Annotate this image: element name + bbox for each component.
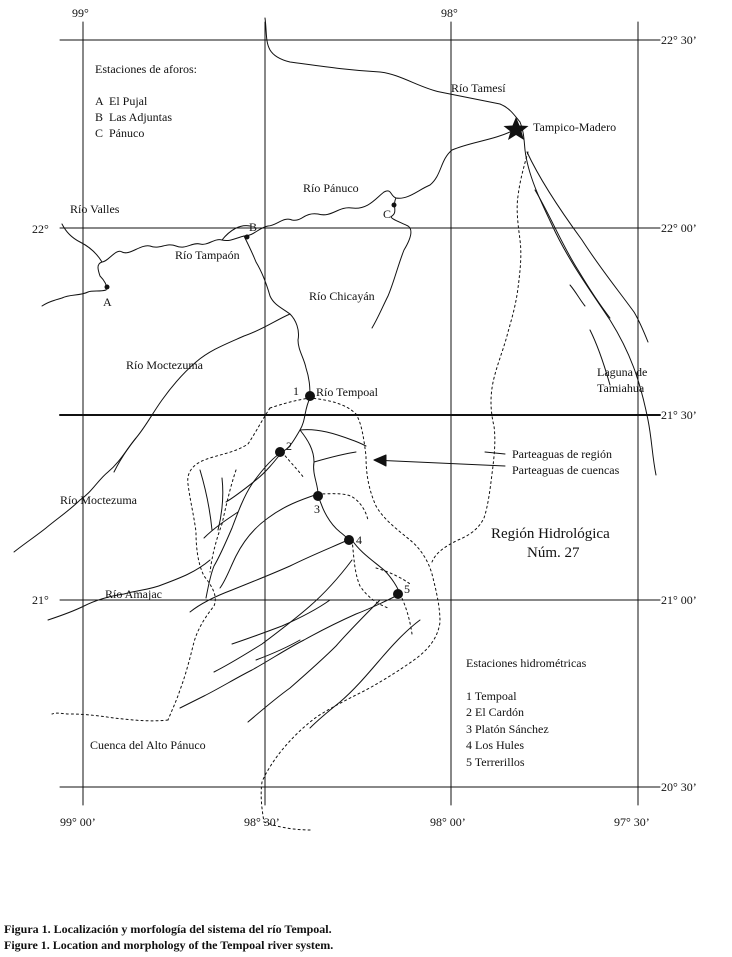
lat-right-2230: 22° 30’	[661, 33, 697, 47]
river-label-moctezuma-north: Río Moctezuma	[126, 358, 203, 372]
gauging-marker-b: B	[249, 220, 258, 234]
gauging-dot-b	[245, 235, 250, 240]
river-label-tempoal: Río Tempoal	[316, 385, 378, 399]
city-label: Tampico-Madero	[533, 120, 617, 134]
graticule-lines	[60, 22, 660, 805]
hydro-legend-title: Estaciones hidrométricas	[466, 656, 587, 670]
lat-right-2130: 21° 30’	[661, 408, 697, 422]
rio-tampaon-line	[42, 224, 250, 306]
lat-right-2200: 22° 00’	[661, 221, 697, 235]
gauging-marker-c: C	[383, 207, 392, 221]
divide-legend-basins: Parteaguas de cuencas	[512, 463, 620, 477]
river-label-moctezuma-south: Río Moctezuma	[60, 493, 137, 507]
lon-top-99: 99°	[72, 6, 89, 20]
hydrometric-stations	[275, 391, 403, 599]
figure-caption-es: Figura 1. Localización y morfología del sistema del río Tempoal.	[4, 922, 332, 936]
lagoon-label-line1: Laguna de	[597, 365, 648, 379]
station-number-4: 4	[356, 533, 362, 547]
divide-legend-region: Parteaguas de región	[512, 447, 612, 461]
rio-panuco-line	[244, 130, 514, 328]
tempoal-tributaries	[180, 398, 420, 728]
station-dot-3	[313, 491, 323, 501]
station-dot-2	[275, 447, 285, 457]
region-label-line2: Núm. 27	[527, 545, 580, 561]
gauging-legend-title: Estaciones de aforos:	[95, 62, 197, 76]
hydro-legend-item: 3 Platón Sánchez	[466, 722, 549, 736]
regional-divide	[432, 152, 528, 562]
region-label-line1: Región Hidrológica	[491, 526, 610, 542]
gauging-dot-a	[105, 285, 110, 290]
station-dot-4	[344, 535, 354, 545]
hydro-legend-item: 4 Los Hules	[466, 738, 524, 752]
river-label-panuco: Río Pánuco	[303, 181, 359, 195]
gauging-legend-item: B Las Adjuntas	[95, 110, 172, 124]
station-dot-5	[393, 589, 403, 599]
river-label-tamesi: Río Tamesí	[451, 81, 506, 95]
lon-bottom-9800: 98° 00’	[430, 815, 466, 829]
hydro-legend-item: 5 Terrerillos	[466, 755, 525, 769]
lagoon-label-line2: Tamiahua	[597, 381, 645, 395]
hydro-legend-item: 1 Tempoal	[466, 689, 517, 703]
lon-bottom-9730: 97° 30’	[614, 815, 650, 829]
figure-caption-en: Figure 1. Location and morphology of the Tempoal river system.	[4, 938, 334, 952]
river-label-valles: Río Valles	[70, 202, 120, 216]
lon-bottom-9900: 99° 00’	[60, 815, 96, 829]
lon-bottom-9830: 98° 30’	[244, 815, 280, 829]
lat-left-21: 21°	[32, 593, 49, 607]
gauging-marker-a: A	[103, 295, 112, 309]
station-number-5: 5	[404, 582, 410, 596]
river-label-amajac: Río Amajac	[105, 587, 162, 601]
upper-basin-label: Cuenca del Alto Pánuco	[90, 738, 206, 752]
river-label-tampaon: Río Tampaón	[175, 248, 240, 262]
lat-left-22: 22°	[32, 222, 49, 236]
river-label-chicayan: Río Chicayán	[309, 289, 375, 303]
station-number-3: 3	[314, 502, 320, 516]
station-number-2: 2	[286, 439, 292, 453]
gauging-dot-c	[392, 203, 397, 208]
lat-right-2100: 21° 00’	[661, 593, 697, 607]
lon-top-98: 98°	[441, 6, 458, 20]
station-number-1: 1	[293, 384, 299, 398]
divide-legend-arrows	[374, 452, 505, 466]
city-star-icon	[504, 117, 529, 140]
gauging-legend-item: C Pánuco	[95, 126, 145, 140]
station-dot-1	[305, 391, 315, 401]
rio-moctezuma-line	[14, 236, 310, 552]
lat-right-2030: 20° 30’	[661, 780, 697, 794]
gauging-legend-item: A El Pujal	[95, 94, 148, 108]
hydro-legend-item: 2 El Cardón	[466, 705, 524, 719]
